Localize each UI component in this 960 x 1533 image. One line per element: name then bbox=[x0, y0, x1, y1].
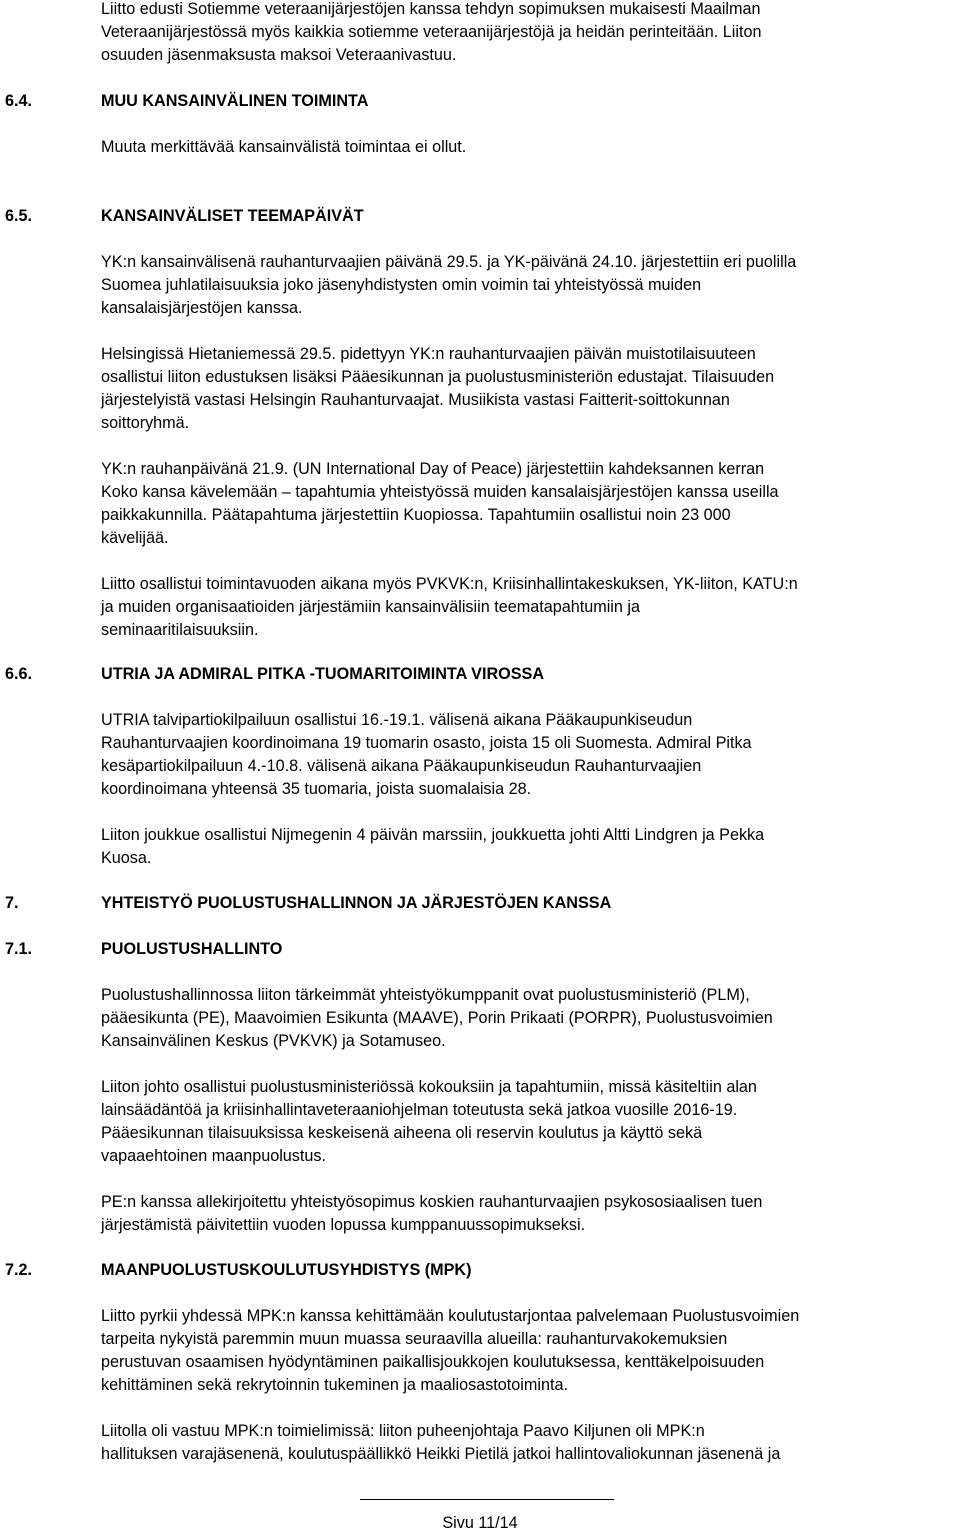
intro-line: Liitto edusti Sotiemme veteraanijärjestöjen kanssa tehdyn sopimuksen mukaisesti Maailman bbox=[101, 0, 761, 18]
paragraph-line: kehittäminen sekä rekrytoinnin tukeminen ja maaliosastotoiminta. bbox=[101, 1376, 568, 1394]
paragraph-line: järjestämistä päivitettiin vuoden lopussa kumppanuussopimukseksi. bbox=[101, 1216, 586, 1234]
paragraph-line: Rauhanturvaajien koordinoimana 19 tuomarin osasto, joista 15 oli Suomesta. Admiral Pitka bbox=[101, 734, 752, 752]
paragraph-line: kansalaisjärjestöjen kanssa. bbox=[101, 299, 303, 317]
paragraph-line: pääesikunta (PE), Maavoimien Esikunta (MAAVE), Porin Prikaati (PORPR), Puolustusvoimien bbox=[101, 1009, 773, 1027]
paragraph-line: tarpeita nykyistä paremmin muun muassa seuraavilla alueilla: rauhanturvakokemuksien bbox=[101, 1330, 728, 1348]
paragraph-line: Liitolla oli vastuu MPK:n toimielimissä: liiton puheenjohtaja Paavo Kiljunen oli MPK:n bbox=[101, 1422, 705, 1440]
paragraph-line: Puolustushallinnossa liiton tärkeimmät yhteistyökumppanit ovat puolustusministeriö (PLM), bbox=[101, 986, 750, 1004]
section-heading: KANSAINVÄLISET TEEMAPÄIVÄT bbox=[101, 207, 364, 225]
paragraph-line: soittoryhmä. bbox=[101, 414, 190, 432]
paragraph-line: Liiton joukkue osallistui Nijmegenin 4 päivän marssiin, joukkuetta johti Altti Lindgren ja Pekka bbox=[101, 826, 765, 844]
paragraph-line: Helsingissä Hietaniemessä 29.5. pidettyyn YK:n rauhanturvaajien päivän muistotilaisuuteen bbox=[101, 345, 756, 363]
paragraph-line: perustuvan osaamisen hyödyntäminen paikallisjoukkojen koulutuksessa, kenttäkelpoisuuden bbox=[101, 1353, 765, 1371]
paragraph-line: Kansainvälinen Keskus (PVKVK) ja Sotamuseo. bbox=[101, 1032, 446, 1050]
section-heading: PUOLUSTUSHALLINTO bbox=[101, 940, 283, 958]
paragraph-line: Liitto osallistui toimintavuoden aikana myös PVKVK:n, Kriisinhallintakeskuksen, YK-liiton, KATU:n bbox=[101, 575, 798, 593]
paragraph-line: paikkakunnilla. Päätapahtuma järjestettiin Kuopiossa. Tapahtumiin osallistui noin 23 000 bbox=[101, 506, 731, 524]
paragraph-line: järjestelyistä vastasi Helsingin Rauhanturvaajat. Musiikista vastasi Faitterit-soittokunnan bbox=[101, 391, 730, 409]
section-number: 7.2. bbox=[5, 1261, 33, 1279]
section-heading: MUU KANSAINVÄLINEN TOIMINTA bbox=[101, 92, 369, 110]
section-number: 7.1. bbox=[5, 940, 33, 958]
section-number: 6.4. bbox=[5, 92, 33, 110]
section-number: 6.5. bbox=[5, 207, 33, 225]
paragraph-line: PE:n kanssa allekirjoitettu yhteistyösopimus koskien rauhanturvaajien psykososiaalisen tuen bbox=[101, 1193, 763, 1211]
paragraph-line: Muuta merkittävää kansainvälistä toimintaa ei ollut. bbox=[101, 138, 467, 156]
paragraph-line: UTRIA talvipartiokilpailuun osallistui 16.-19.1. välisenä aikana Pääkaupunkiseudun bbox=[101, 711, 693, 729]
footer-rule bbox=[360, 1499, 614, 1500]
paragraph-line: YK:n kansainvälisenä rauhanturvaajien päivänä 29.5. ja YK-päivänä 24.10. järjestettiin eri puolilla bbox=[101, 253, 797, 271]
paragraph-line: hallituksen varajäsenenä, koulutuspäällikkö Heikki Pietilä jatkoi hallintovaliokunnan jäsenenä ja bbox=[101, 1445, 781, 1463]
paragraph-line: Liitto pyrkii yhdessä MPK:n kanssa kehittämään koulutustarjontaa palvelemaan Puolustusvoimien bbox=[101, 1307, 800, 1325]
paragraph-line: seminaaritilaisuuksiin. bbox=[101, 621, 259, 639]
section-number: 7. bbox=[5, 894, 19, 912]
paragraph-line: vapaaehtoinen maanpuolustus. bbox=[101, 1147, 326, 1165]
section-number: 6.6. bbox=[5, 665, 33, 683]
paragraph-line: koordinoimana yhteensä 35 tuomaria, joista suomalaisia 28. bbox=[101, 780, 532, 798]
paragraph-line: Pääesikunnan tilaisuuksissa keskeisenä aiheena oli reservin koulutus ja käyttö sekä bbox=[101, 1124, 703, 1142]
paragraph-line: Kuosa. bbox=[101, 849, 152, 867]
paragraph-line: YK:n rauhanpäivänä 21.9. (UN International Day of Peace) järjestettiin kahdeksannen kerran bbox=[101, 460, 765, 478]
intro-line: Veteraanijärjestössä myös kaikkia sotiemme veteraanijärjestöjä ja heidän perinteitään. Liiton bbox=[101, 23, 762, 41]
paragraph-line: kesäpartiokilpailuun 4.-10.8. välisenä aikana Pääkaupunkiseudun Rauhanturvaajien bbox=[101, 757, 702, 775]
section-heading: UTRIA JA ADMIRAL PITKA -TUOMARITOIMINTA VIROSSA bbox=[101, 665, 545, 683]
paragraph-line: Koko kansa kävelemään – tapahtumia yhteistyössä muiden kansalaisjärjestöjen kanssa useilla bbox=[101, 483, 779, 501]
page-number: Sivu 11/14 bbox=[442, 1514, 518, 1532]
paragraph-line: osallistui liiton edustuksen lisäksi Pääesikunnan ja puolustusministeriön edustajat. Tilaisuuden bbox=[101, 368, 775, 386]
paragraph-line: ja muiden organisaatioiden järjestämiin kansainvälisiin teematapahtumiin ja bbox=[101, 598, 640, 616]
paragraph-line: lainsäädäntöä ja kriisinhallintaveteraaniohjelman toteutusta sekä jatkoa vuosille 2016-19. bbox=[101, 1101, 738, 1119]
paragraph-line: Suomea juhlatilaisuuksia joko jäsenyhdistysten omin voimin tai yhteistyössä muiden bbox=[101, 276, 702, 294]
intro-line: osuuden jäsenmaksusta maksoi Veteraanivastuu. bbox=[101, 46, 457, 64]
section-heading: YHTEISTYÖ PUOLUSTUSHALLINNON JA JÄRJESTÖJEN KANSSA bbox=[101, 894, 612, 912]
paragraph-line: Liiton johto osallistui puolustusministeriössä kokouksiin ja tapahtumiin, missä käsiteltiin alan bbox=[101, 1078, 757, 1096]
section-heading: MAANPUOLUSTUSKOULUTUSYHDISTYS (MPK) bbox=[101, 1261, 472, 1279]
paragraph-line: kävelijää. bbox=[101, 529, 169, 547]
